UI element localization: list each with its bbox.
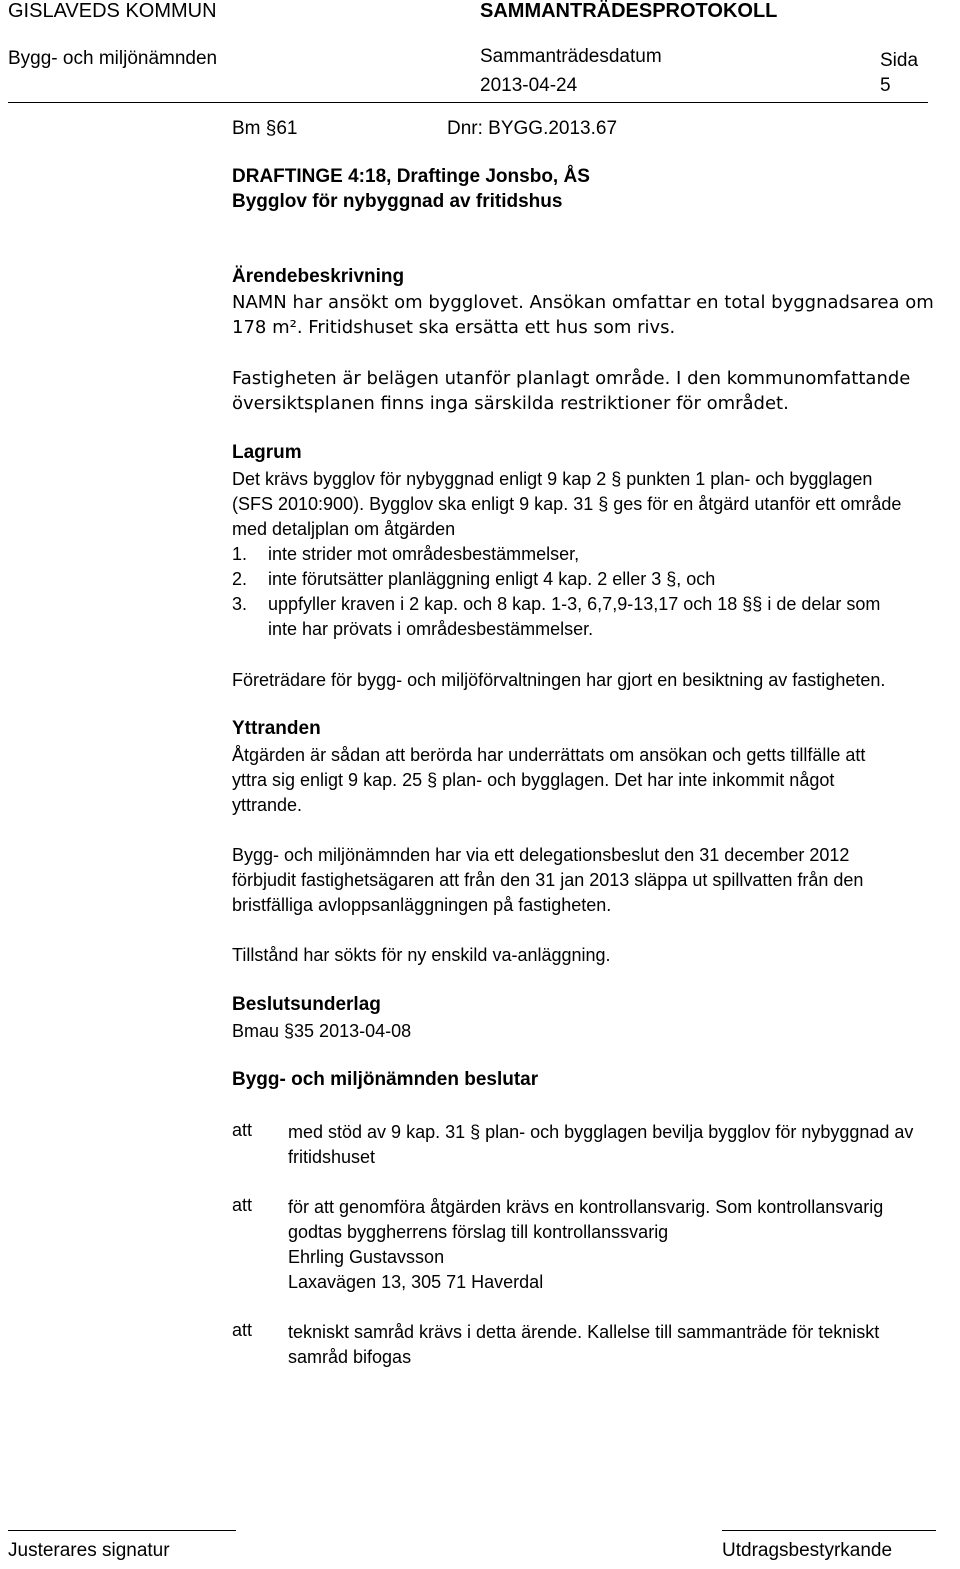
list-item bbox=[232, 592, 957, 642]
section-heading-beslut: Bygg- och miljönämnden beslutar bbox=[232, 1069, 539, 1090]
text-line: inte har prövats i områdesbestämmelser. bbox=[268, 619, 594, 639]
case-subtitle: Bygglov för nybyggnad av fritidshus bbox=[232, 191, 563, 212]
signature-line-right bbox=[722, 1530, 936, 1531]
foretradare-paragraph: Företrädare för bygg- och miljöförvaltningen har gjort en besiktning av fastigheten. bbox=[232, 670, 886, 690]
list-text bbox=[268, 592, 958, 642]
yttranden-paragraph-1 bbox=[232, 743, 957, 818]
text-line: yttrande. bbox=[232, 795, 303, 815]
text-line: NAMN har ansökt om bygglovet. Ansökan omfattar en total byggnadsarea om bbox=[232, 292, 934, 313]
meeting-date-label: Sammanträdesdatum bbox=[480, 46, 662, 67]
section-heading-beslutsunderlag: Beslutsunderlag bbox=[232, 994, 381, 1015]
list-item bbox=[232, 567, 957, 592]
decision-text bbox=[288, 1120, 958, 1170]
decision-text bbox=[288, 1195, 958, 1295]
paragraph-number: Bm §61 bbox=[232, 118, 298, 139]
list-item bbox=[232, 542, 957, 567]
text-line: för att genomföra åtgärden krävs en kontrollansvarig. Som kontrollansvarig bbox=[288, 1197, 884, 1217]
text-line: med stöd av 9 kap. 31 § plan- och bygglagen bevilja bygglov för nybyggnad av bbox=[288, 1122, 914, 1142]
text-line: förbjudit fastighetsägaren att från den 31 jan 2013 släppa ut spillvatten från den bbox=[232, 870, 864, 890]
signature-line-left bbox=[8, 1530, 236, 1531]
text-line: Fastigheten är belägen utanför planlagt område. I den kommunomfattande bbox=[232, 368, 911, 389]
text-line: (SFS 2010:900). Bygglov ska enligt 9 kap. 31 § ges för en åtgärd utanför ett område bbox=[232, 494, 902, 514]
text-line: översiktsplanen finns inga särskilda restriktioner för området. bbox=[232, 393, 789, 414]
decision-marker: att bbox=[232, 1195, 253, 1215]
decision-marker: att bbox=[232, 1120, 253, 1140]
text-line: yttra sig enligt 9 kap. 25 § plan- och bygglagen. Det har inte inkommit något bbox=[232, 770, 835, 790]
text-line: Ehrling Gustavsson bbox=[288, 1247, 445, 1267]
beslutsunderlag-text: Bmau §35 2013-04-08 bbox=[232, 1021, 412, 1041]
decision-marker: att bbox=[232, 1320, 253, 1340]
yttranden-paragraph-2 bbox=[232, 843, 957, 918]
meeting-date: 2013-04-24 bbox=[480, 75, 578, 96]
text-line: Det krävs bygglov för nybyggnad enligt 9 kap 2 § punkten 1 plan- och bygglagen bbox=[232, 469, 873, 489]
list-number: 2. bbox=[232, 569, 248, 589]
case-number: Dnr: BYGG.2013.67 bbox=[447, 118, 618, 139]
decision-text bbox=[288, 1320, 958, 1370]
yttranden-paragraph-3: Tillstånd har sökts för ny enskild va-anläggning. bbox=[232, 945, 611, 965]
text-line: samråd bifogas bbox=[288, 1347, 412, 1367]
committee-name: Bygg- och miljönämnden bbox=[8, 48, 218, 69]
footer-signature-label: Justerares signatur bbox=[8, 1540, 170, 1561]
page-number: 5 bbox=[880, 75, 891, 96]
text-line: fritidshuset bbox=[288, 1147, 376, 1167]
list-number: 3. bbox=[232, 594, 248, 614]
section-heading-arendebeskrivning: Ärendebeskrivning bbox=[232, 266, 405, 287]
list-number: 1. bbox=[232, 544, 248, 564]
text-line: godtas byggherrens förslag till kontrollanssvarig bbox=[288, 1222, 669, 1242]
text-line: bristfälliga avloppsanläggningen på fastigheten. bbox=[232, 895, 612, 915]
page-label: Sida bbox=[880, 50, 919, 71]
arende-paragraph-2 bbox=[232, 366, 957, 416]
list-text: inte förutsätter planläggning enligt 4 kap. 2 eller 3 §, och bbox=[268, 569, 716, 589]
text-line: med detaljplan om åtgärden bbox=[232, 519, 456, 539]
text-line: Bygg- och miljönämnden har via ett delegationsbeslut den 31 december 2012 bbox=[232, 845, 850, 865]
text-line: Laxavägen 13, 305 71 Haverdal bbox=[288, 1272, 544, 1292]
section-heading-lagrum: Lagrum bbox=[232, 442, 302, 463]
lagrum-paragraph bbox=[232, 467, 957, 542]
footer-certification-label: Utdragsbestyrkande bbox=[722, 1540, 893, 1561]
document-type: SAMMANTRÄDESPROTOKOLL bbox=[480, 0, 778, 22]
org-name: GISLAVEDS KOMMUN bbox=[8, 0, 217, 22]
case-title: DRAFTINGE 4:18, Draftinge Jonsbo, ÅS bbox=[232, 166, 590, 187]
text-line: uppfyller kraven i 2 kap. och 8 kap. 1-3, 6,7,9-13,17 och 18 §§ i de delar som bbox=[268, 594, 881, 614]
arende-paragraph-1 bbox=[232, 290, 957, 340]
text-line: 178 m². Fritidshuset ska ersätta ett hus som rivs. bbox=[232, 317, 676, 338]
text-line: tekniskt samråd krävs i detta ärende. Kallelse till sammanträde för tekniskt bbox=[288, 1322, 880, 1342]
text-line: Åtgärden är sådan att berörda har underrättats om ansökan och getts tillfälle att bbox=[232, 745, 866, 765]
header-divider bbox=[8, 102, 928, 103]
list-text: inte strider mot områdesbestämmelser, bbox=[268, 544, 580, 564]
section-heading-yttranden: Yttranden bbox=[232, 718, 321, 739]
